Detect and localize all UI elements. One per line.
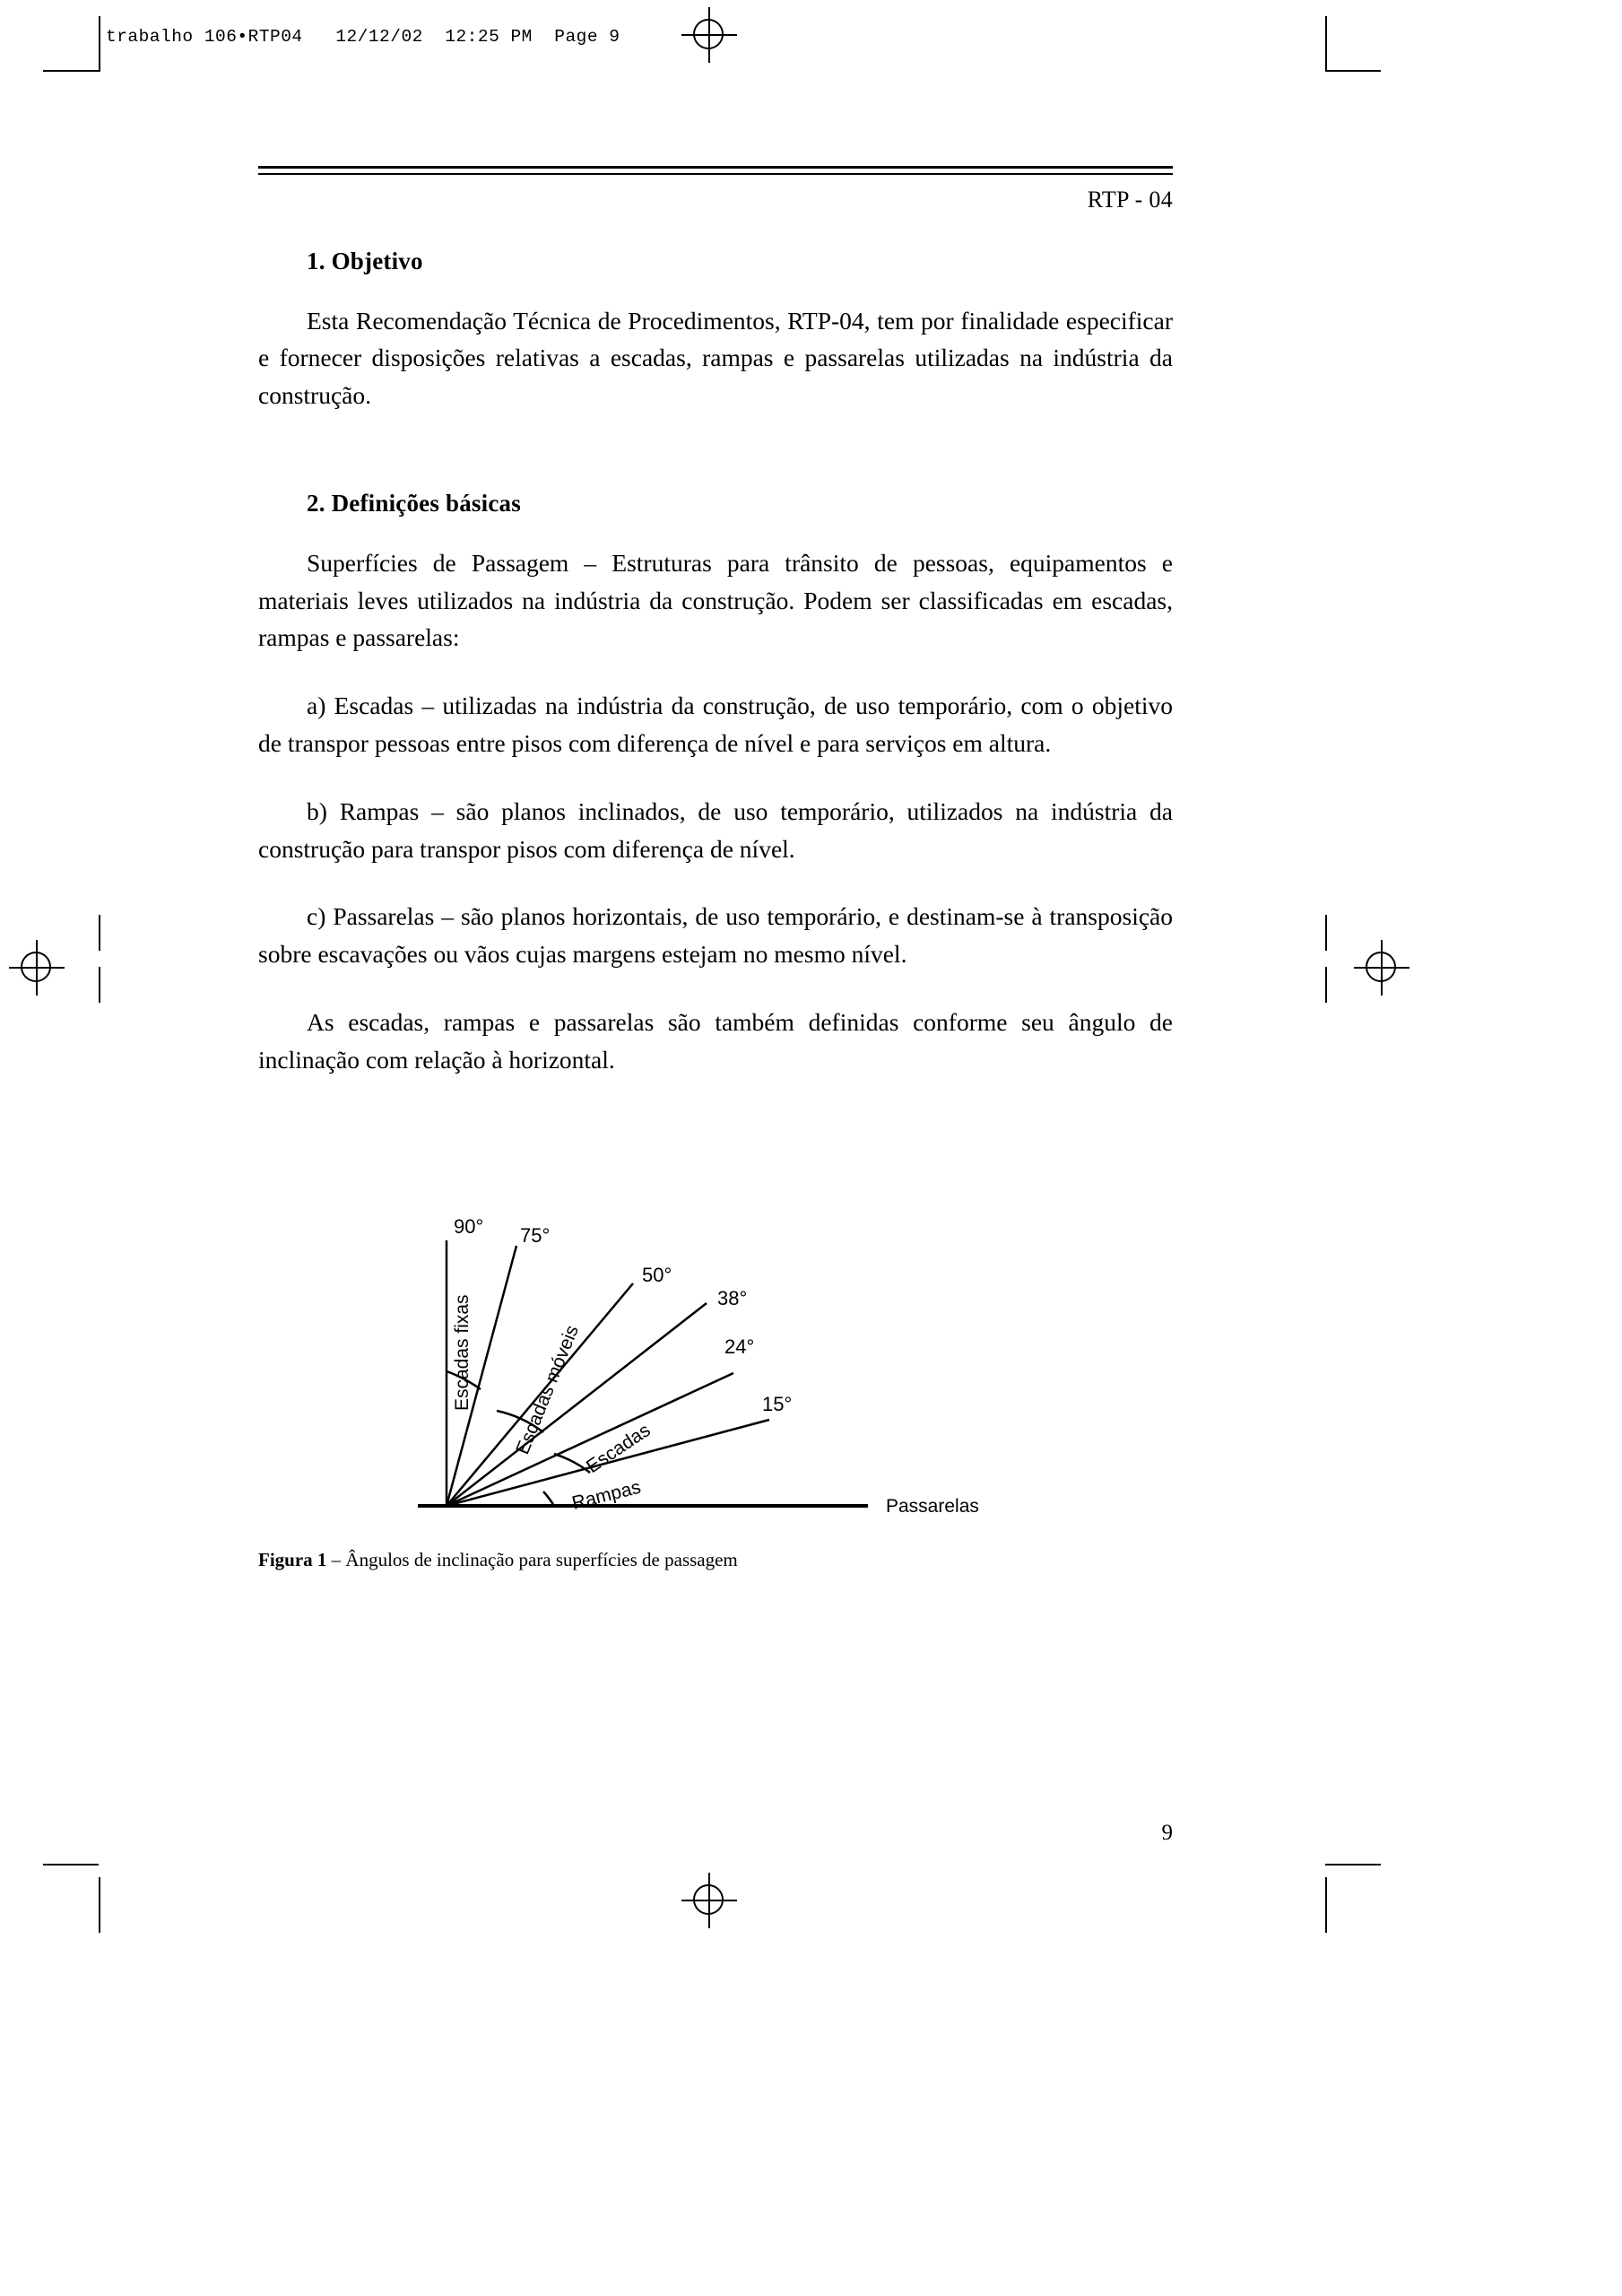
crop-mark-left-center-lower [99, 967, 100, 1003]
header-rules [258, 166, 1173, 175]
diagram-category-label-passarelas: Passarelas [886, 1495, 979, 1517]
registration-mark-bottom [681, 1873, 737, 1928]
diagram-angle-label-24: 24° [724, 1335, 755, 1358]
figure-caption [258, 1549, 1173, 1571]
paragraph-escadas: a) Escadas – utilizadas na indústria da construção, de uso temporário, com o objetivo de transpor pessoas entre pisos com diferença de nível e para serviços em altura. [258, 691, 1173, 758]
crop-mark-top-right-vertical [1325, 16, 1327, 72]
angle-diagram-svg [258, 1115, 1173, 1536]
crop-mark-left-center [99, 915, 100, 951]
registration-mark-right [1354, 940, 1409, 996]
crop-mark-bottom-left-vertical [99, 1877, 100, 1933]
section-heading-objetivo: 1. Objetivo [307, 247, 423, 274]
crop-mark-bottom-right-vertical [1325, 1877, 1327, 1933]
diagram-category-label-escadas-fixas: Escadas fixas [452, 1294, 473, 1411]
crop-mark-right-center [1325, 915, 1327, 951]
paragraph-superficies-passagem: Superfícies de Passagem – Estruturas para trânsito de pessoas, equipamentos e materiais leves utilizados na indústria da construção. Podem ser classificadas em escadas, rampas e passarelas: [258, 548, 1173, 652]
crop-mark-right-center-lower [1325, 967, 1327, 1003]
running-head: RTP - 04 [1087, 186, 1173, 213]
registration-mark-top [681, 7, 737, 63]
figure-caption-label: Figura 1 [258, 1548, 327, 1570]
crop-mark-bottom-right-horizontal [1325, 1864, 1381, 1866]
crop-mark-bottom-left-horizontal [43, 1864, 99, 1866]
paragraph-passarelas: c) Passarelas – são planos horizontais, de uso temporário, e destinam-se à transposição sobre escavações ou vãos cujas margens estejam no mesmo nível. [258, 902, 1173, 969]
diagram-angle-label-50: 50° [642, 1263, 672, 1286]
page-content [258, 166, 1173, 1845]
section-heading-definicoes: 2. Definições básicas [307, 489, 521, 517]
diagram-angle-label-75: 75° [520, 1223, 551, 1247]
figure-angle-diagram [258, 1115, 1173, 1570]
diagram-category-label-escadas: Escadas [582, 1419, 655, 1477]
paragraph-angulos-inclinacao: As escadas, rampas e passarelas são também definidas conforme seu ângulo de inclinação com relação à horizontal. [258, 1008, 1173, 1074]
header-rule-thin [258, 173, 1173, 175]
page-number: 9 [1161, 1821, 1173, 1845]
diagram-arc-rampas [543, 1492, 554, 1506]
paragraph-objetivo: Esta Recomendação Técnica de Procedimentos, RTP-04, tem por finalidade especificar e fornecer disposições relativas a escadas, rampas e passarelas utilizadas na indústria da construção. [258, 306, 1173, 410]
diagram-angle-label-38: 38° [717, 1286, 748, 1309]
paragraph-rampas: b) Rampas – são planos inclinados, de uso temporário, utilizados na indústria da construção para transpor pisos com diferença de nível. [258, 796, 1173, 863]
crop-mark-top-right-horizontal [1325, 70, 1381, 72]
crop-mark-top-left-vertical [99, 16, 100, 72]
crop-mark-top-left-horizontal [43, 70, 99, 72]
diagram-angle-label-15: 15° [762, 1392, 793, 1415]
diagram-category-label-rampas: Rampas [569, 1476, 644, 1514]
diagram-category-label-escadas-moveis: Escadas móveis [512, 1322, 583, 1457]
figure-caption-text: – Ângulos de inclinação para superfícies de passagem [331, 1548, 738, 1570]
print-slug-line: trabalho 106•RTP04 12/12/02 12:25 PM Page 9 [106, 27, 620, 47]
registration-mark-left [9, 940, 65, 996]
diagram-angle-label-90: 90° [454, 1214, 484, 1238]
